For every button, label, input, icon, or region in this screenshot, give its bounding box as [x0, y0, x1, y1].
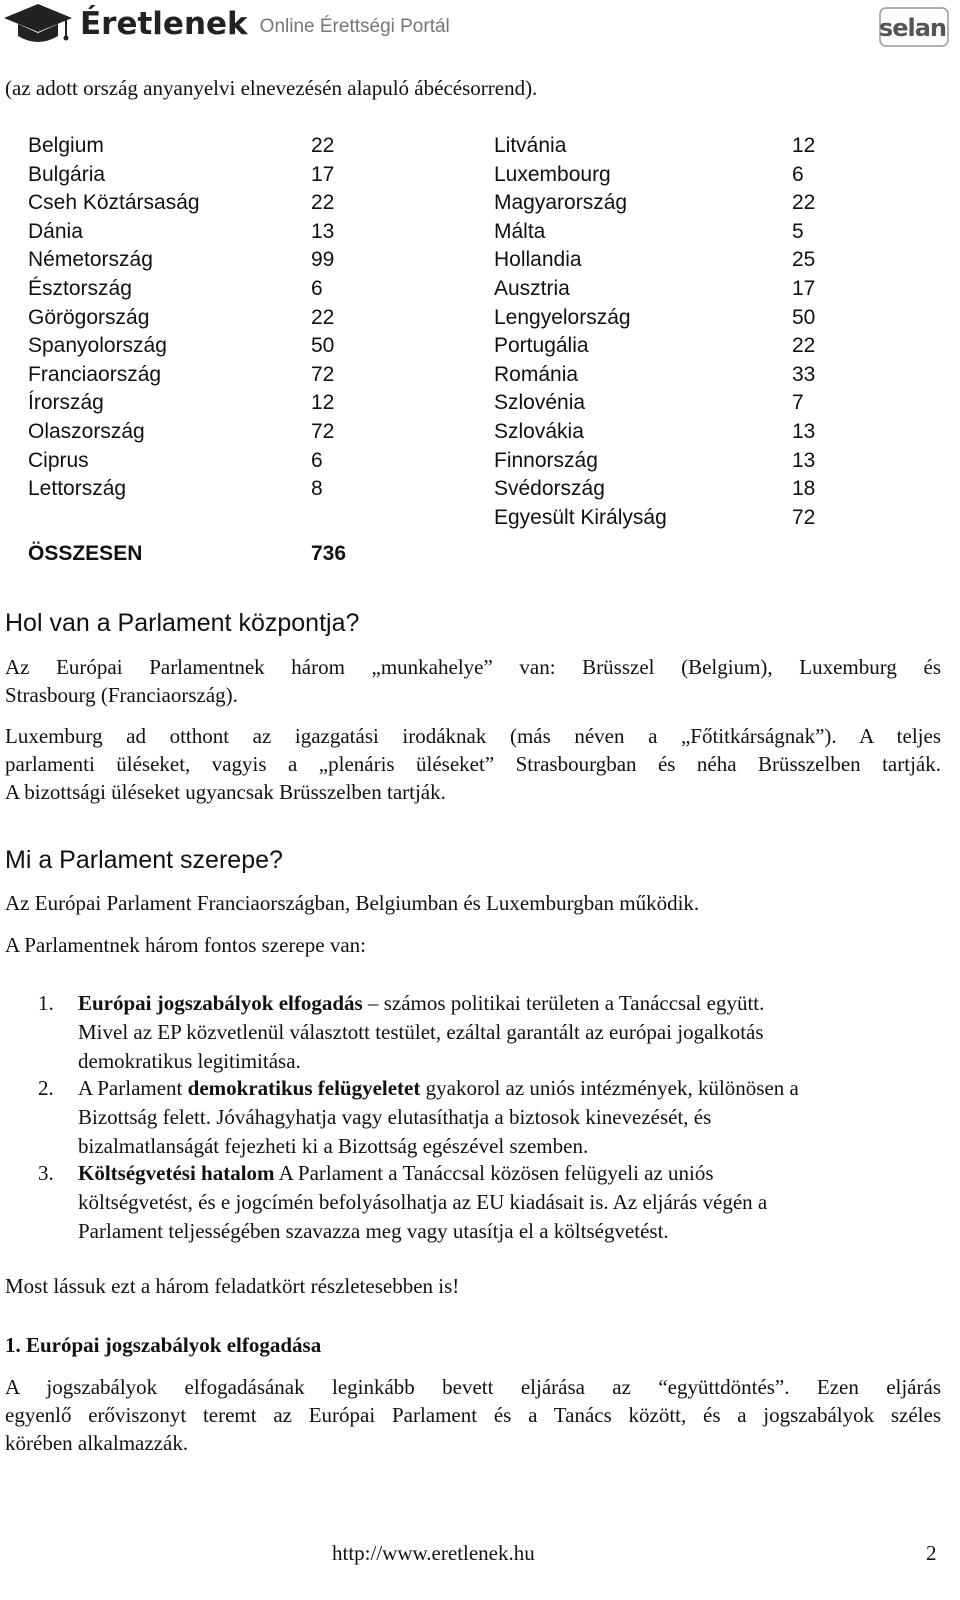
paragraph-three-roles: A Parlamentnek három fontos szerepe van: — [5, 933, 366, 957]
seat-count: 22 — [792, 334, 816, 358]
paragraph-operates: Az Európai Parlament Franciaországban, Belgiumban és Luxemburgban működik. — [5, 891, 700, 915]
seat-count: 50 — [311, 334, 335, 358]
text-line: Parlament teljességében szavazza meg vagy utasítja el a költségvetést. — [78, 1219, 669, 1243]
country-name: Írország — [28, 391, 104, 415]
paragraph-closing: Most lássuk ezt a három feladatkört részletesebben is! — [5, 1274, 460, 1298]
text-line: körében alkalmazzák. — [5, 1431, 189, 1455]
country-name: Spanyolország — [28, 334, 167, 358]
text-line: Luxemburg ad otthont az igazgatási irodáknak (más néven a „Főtitkárságnak”). A teljes — [5, 724, 941, 748]
country-name: Románia — [494, 362, 579, 386]
text-line: Bizottság felett. Jóváhagyhatja vagy elutasíthatja a biztosok kinevezését, és — [78, 1105, 712, 1129]
seat-count: 25 — [792, 248, 816, 272]
seat-count: 99 — [311, 248, 335, 272]
country-name: Ausztria — [494, 277, 570, 300]
text-line: Mivel az EP közvetlenül választott testület, ezáltal garantált az európai jogalkotás — [78, 1020, 764, 1044]
subsection-heading: 1. Európai jogszabályok elfogadása — [5, 1333, 322, 1357]
country-name: Hollandia — [494, 248, 582, 272]
seat-count: 13 — [311, 219, 335, 243]
intro-line: (az adott ország anyanyelvi elnevezésén alapuló ábécésorrend). — [5, 76, 538, 100]
total-label: ÖSSZESEN — [28, 542, 143, 565]
site-tagline: Online Érettségi Portál — [259, 16, 450, 37]
country-name: Litvánia — [494, 134, 567, 157]
seat-count: 7 — [792, 391, 804, 415]
country-name: Németország — [28, 248, 153, 272]
paragraph-workplaces — [5, 653, 941, 709]
list-item-text: – számos politikai területen a Tanáccsal együtt. — [362, 991, 765, 1015]
seat-count: 22 — [311, 305, 335, 329]
seat-count: 6 — [311, 277, 323, 300]
country-name: Szlovákia — [494, 420, 584, 443]
seat-count: 12 — [311, 391, 335, 415]
country-name: Franciaország — [28, 362, 162, 386]
section-heading-center: Hol van a Parlament központja? — [5, 609, 360, 637]
country-name: Észtország — [28, 277, 132, 300]
country-name: Dánia — [28, 219, 83, 243]
seat-count: 22 — [792, 191, 816, 215]
seat-count: 33 — [792, 362, 816, 386]
list-item-text: gyakorol az uniós intézmények, különösen a — [420, 1076, 799, 1100]
seat-count: 22 — [311, 191, 335, 215]
list-number: 3. — [38, 1161, 54, 1185]
country-name: Bulgária — [28, 162, 106, 186]
seat-count: 6 — [792, 162, 804, 186]
graduation-cap-icon — [2, 2, 74, 46]
list-number: 2. — [38, 1076, 54, 1100]
country-name: Egyesült Királyság — [494, 505, 667, 529]
total-value: 736 — [311, 542, 347, 565]
seat-count: 13 — [792, 448, 816, 472]
seat-count: 12 — [792, 134, 816, 157]
seat-count: 72 — [311, 362, 335, 386]
page-number: 2 — [926, 1541, 937, 1565]
country-name: Magyarország — [494, 191, 628, 215]
list-item-text: A Parlament — [78, 1076, 188, 1100]
country-name: Belgium — [28, 134, 104, 157]
country-name: Lettország — [28, 477, 127, 501]
text-line: A bizottsági üléseket ugyancsak Brüsszelben tartják. — [5, 780, 446, 804]
seat-count: 6 — [311, 448, 323, 472]
text-line: egyenlő erőviszonyt teremt az Európai Parlament és a Tanács között, és a jogszabályok széles — [5, 1403, 941, 1427]
seat-count: 50 — [792, 305, 816, 329]
country-name: Finnország — [494, 448, 598, 472]
list-number: 1. — [38, 991, 54, 1015]
text-line: költségvetést, és e jogcímén befolyásolhatja az EU kiadásait is. Az eljárás végén a — [78, 1190, 768, 1214]
country-name: Lengyelország — [494, 305, 631, 329]
text-line: Strasbourg (Franciaország). — [5, 683, 238, 707]
seat-count: 72 — [311, 420, 335, 443]
list-item-bold: demokratikus felügyeletet — [187, 1076, 421, 1100]
seat-count: 17 — [311, 162, 335, 186]
partner-logo-text: selan — [878, 14, 946, 42]
country-name: Olaszország — [28, 420, 145, 443]
list-item-text: A Parlament a Tanáccsal közösen felügyeli az uniós — [274, 1161, 714, 1185]
seat-count: 72 — [792, 505, 816, 529]
country-name: Görögország — [28, 305, 150, 329]
paragraph-seats — [5, 722, 941, 806]
footer-url-link[interactable]: http://www.eretlenek.hu — [332, 1541, 535, 1565]
page-header — [0, 0, 960, 60]
country-name: Portugália — [494, 334, 589, 358]
text-line: Az Európai Parlamentnek három „munkahelye” van: Brüsszel (Belgium), Luxemburg és — [5, 655, 941, 679]
text-line: demokratikus legitimitása. — [78, 1049, 301, 1073]
seat-count: 8 — [311, 477, 323, 501]
seat-count: 17 — [792, 277, 816, 300]
text-line: A jogszabályok elfogadásának leginkább bevett eljárása az “együttdöntés”. Ezen eljárás — [5, 1375, 941, 1399]
text-line: parlamenti üléseket, vagyis a „plenáris üléseket” Strasbourgban és néha Brüsszelben tartják. — [5, 752, 941, 776]
country-name: Szlovénia — [494, 391, 586, 415]
site-logo[interactable] — [2, 2, 450, 46]
country-name: Málta — [494, 219, 546, 243]
site-name: Éretlenek — [80, 6, 248, 42]
section-heading-role: Mi a Parlament szerepe? — [5, 846, 283, 874]
text-line: bizalmatlanságát fejezheti ki a Bizottság egészével szemben. — [78, 1134, 589, 1158]
seat-count: 13 — [792, 420, 816, 443]
list-item-bold: Európai jogszabályok elfogadás — [78, 991, 363, 1015]
country-name: Luxembourg — [494, 162, 611, 186]
paragraph-codecision — [5, 1373, 941, 1457]
seat-count: 5 — [792, 219, 804, 243]
seat-count: 22 — [311, 134, 335, 157]
country-name: Cseh Köztársaság — [28, 191, 200, 215]
country-name: Svédország — [494, 477, 605, 501]
country-name: Ciprus — [28, 448, 89, 472]
seat-count: 18 — [792, 477, 816, 501]
list-item-bold: Költségvetési hatalom — [78, 1161, 275, 1185]
